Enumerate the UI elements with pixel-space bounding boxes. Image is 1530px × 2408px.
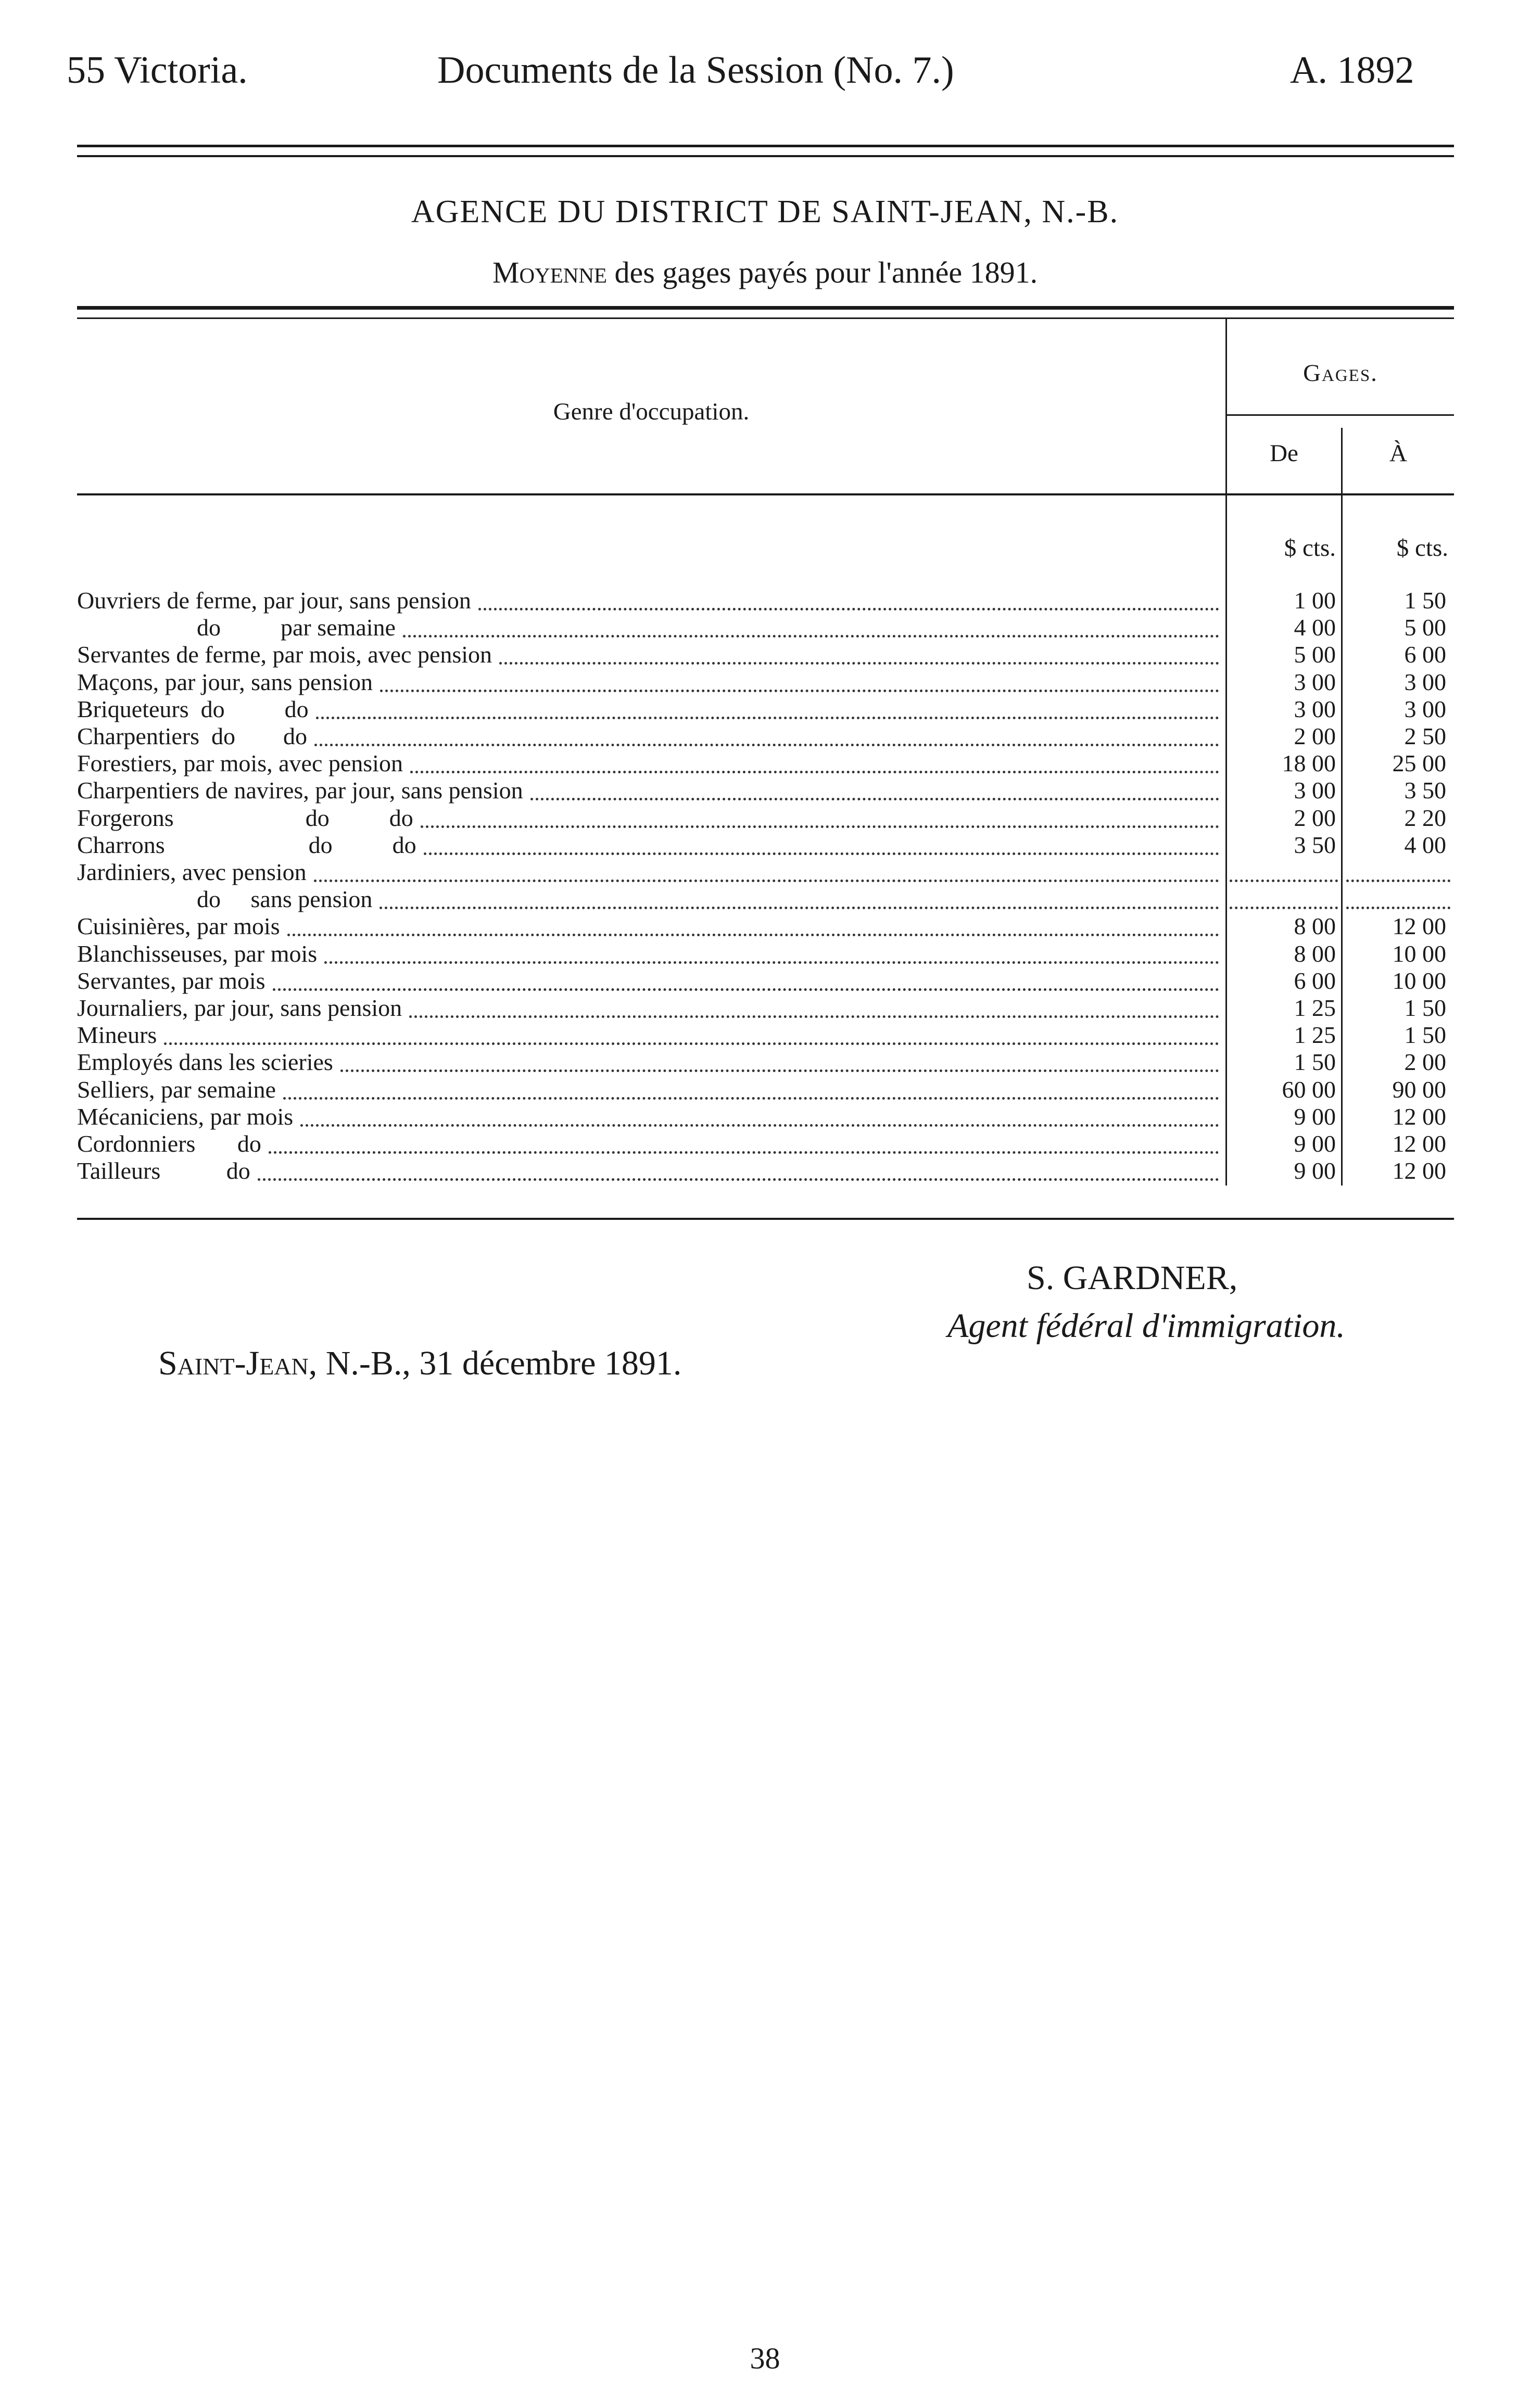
to-column-header: À xyxy=(1389,440,1407,467)
agency-title: AGENCE DU DISTRICT DE SAINT-JEAN, N.-B. xyxy=(411,194,1119,230)
subtitle-lead: Moyenne xyxy=(492,256,608,289)
dot-leader xyxy=(424,825,1219,855)
dot-leader xyxy=(314,717,1219,746)
wage-from-cell: 3 00 xyxy=(1294,777,1336,804)
occupation-cell: Blanchisseuses, par mois xyxy=(77,940,318,967)
wage-from-cell: 3 50 xyxy=(1294,832,1336,858)
wages-column-header: Gages. xyxy=(1303,360,1378,387)
dot-leader xyxy=(380,880,1219,909)
table-subtitle xyxy=(0,255,1530,290)
wages-header-rule xyxy=(1227,414,1454,416)
occupation-cell: Charpentiers do do xyxy=(77,723,308,749)
dot-leader xyxy=(316,690,1219,719)
signatory-name: S. GARDNER, xyxy=(1027,1259,1238,1297)
empty-wage-from-dots xyxy=(1230,880,1338,909)
header-series-title: Documents de la Session (No. 7.) xyxy=(437,49,954,92)
wage-to-cell: 25 00 xyxy=(1392,750,1446,776)
header-year: A. 1892 xyxy=(1290,49,1414,92)
wage-to-cell: 1 50 xyxy=(1404,1022,1446,1048)
wage-to-cell: 5 00 xyxy=(1404,614,1446,641)
from-column-header: De xyxy=(1270,440,1298,467)
header-rule-bottom xyxy=(77,155,1454,157)
wage-from-cell: 9 00 xyxy=(1294,1157,1336,1184)
dot-leader xyxy=(478,581,1219,610)
wage-from-cell: 1 50 xyxy=(1294,1049,1336,1075)
dot-leader xyxy=(300,1097,1219,1127)
dot-leader xyxy=(324,934,1219,964)
signatory-role: Agent fédéral d'immigration. xyxy=(947,1307,1345,1345)
place-date xyxy=(158,1344,681,1383)
header-rule-top xyxy=(77,145,1454,147)
wage-to-cell: 12 00 xyxy=(1392,1130,1446,1157)
wage-from-cell: 8 00 xyxy=(1294,940,1336,967)
wage-from-cell: 5 00 xyxy=(1294,641,1336,668)
dot-leader xyxy=(283,1070,1219,1100)
wage-to-cell: 12 00 xyxy=(1392,1103,1446,1130)
to-unit-label: $ cts. xyxy=(1396,534,1448,562)
dot-leader xyxy=(421,798,1219,828)
occupation-cell: Servantes de ferme, par mois, avec pension xyxy=(77,641,492,668)
occupation-cell: Cordonniers do xyxy=(77,1130,261,1157)
wage-to-cell: 12 00 xyxy=(1392,913,1446,939)
wage-from-cell: 4 00 xyxy=(1294,614,1336,641)
empty-wage-to-dots xyxy=(1346,880,1450,909)
occupation-cell: Maçons, par jour, sans pension xyxy=(77,669,373,695)
occupation-cell: Ouvriers de ferme, par jour, sans pension xyxy=(77,587,471,614)
occupation-cell: do par semaine xyxy=(197,614,396,641)
dot-leader xyxy=(164,1015,1219,1045)
subtitle-rest: des gages payés pour l'année 1891. xyxy=(614,256,1038,289)
dot-leader xyxy=(314,852,1219,882)
wage-to-cell: 2 00 xyxy=(1404,1049,1446,1075)
table-rule-bottom xyxy=(77,1218,1454,1220)
dot-leader xyxy=(258,1151,1219,1181)
wage-to-cell: 90 00 xyxy=(1392,1076,1446,1103)
table-rule-top-thick xyxy=(77,306,1454,310)
wage-from-cell: 1 00 xyxy=(1294,587,1336,614)
dot-leader xyxy=(273,961,1219,991)
occupation-cell: Forgerons do do xyxy=(77,805,413,831)
dot-leader xyxy=(409,988,1219,1018)
occupation-cell: Charpentiers de navires, par jour, sans pension xyxy=(77,777,523,804)
wage-from-cell: 9 00 xyxy=(1294,1130,1336,1157)
wage-to-cell: 2 20 xyxy=(1404,805,1446,831)
occupation-cell: Cuisinières, par mois xyxy=(77,913,280,939)
header-volume: 55 Victoria. xyxy=(67,49,248,92)
empty-wage-to-dots xyxy=(1346,852,1450,882)
occupation-cell: Briqueteurs do do xyxy=(77,696,309,722)
occupation-cell: Forestiers, par mois, avec pension xyxy=(77,750,403,776)
wage-to-cell: 2 50 xyxy=(1404,723,1446,749)
dot-leader xyxy=(287,907,1219,936)
wage-from-cell: 9 00 xyxy=(1294,1103,1336,1130)
wage-from-cell: 1 25 xyxy=(1294,1022,1336,1048)
empty-wage-from-dots xyxy=(1230,852,1338,882)
wage-from-cell: 1 25 xyxy=(1294,995,1336,1021)
occupation-cell: Employés dans les scieries xyxy=(77,1049,333,1075)
from-unit-label: $ cts. xyxy=(1284,534,1336,562)
occupation-cell: Jardiniers, avec pension xyxy=(77,859,307,885)
dot-leader xyxy=(340,1042,1219,1072)
occupation-column-header: Genre d'occupation. xyxy=(553,398,750,425)
wage-to-cell: 10 00 xyxy=(1392,967,1446,994)
place-lead: Saint-Jean xyxy=(158,1344,309,1382)
occupation-cell: Mécaniciens, par mois xyxy=(77,1103,294,1130)
wage-from-cell: 60 00 xyxy=(1282,1076,1336,1103)
occupation-cell: Tailleurs do xyxy=(77,1157,250,1184)
table-rule-top-thin xyxy=(77,317,1454,319)
wage-from-cell: 3 00 xyxy=(1294,669,1336,695)
wage-to-cell: 10 00 xyxy=(1392,940,1446,967)
table-header-rule xyxy=(77,493,1454,495)
wage-from-cell: 3 00 xyxy=(1294,696,1336,722)
wage-from-cell: 2 00 xyxy=(1294,723,1336,749)
wage-to-cell: 1 50 xyxy=(1404,995,1446,1021)
dot-leader xyxy=(530,771,1219,800)
wage-to-cell: 3 50 xyxy=(1404,777,1446,804)
wage-from-cell: 8 00 xyxy=(1294,913,1336,939)
dot-leader xyxy=(269,1124,1219,1154)
page-number: 38 xyxy=(750,2341,780,2375)
dot-leader xyxy=(499,635,1219,665)
dot-leader xyxy=(380,662,1219,692)
wage-to-cell: 6 00 xyxy=(1404,641,1446,668)
occupation-cell: do sans pension xyxy=(197,886,373,912)
place-rest: , N.-B., 31 décembre 1891. xyxy=(308,1344,682,1382)
wage-from-cell: 18 00 xyxy=(1282,750,1336,776)
wage-from-cell: 6 00 xyxy=(1294,967,1336,994)
wage-to-cell: 3 00 xyxy=(1404,696,1446,722)
table-row xyxy=(0,1157,1530,1184)
wage-to-cell: 1 50 xyxy=(1404,587,1446,614)
wage-to-cell: 3 00 xyxy=(1404,669,1446,695)
occupation-cell: Mineurs xyxy=(77,1022,157,1048)
dot-leader xyxy=(403,608,1219,638)
occupation-cell: Charrons do do xyxy=(77,832,416,858)
occupation-cell: Servantes, par mois xyxy=(77,967,265,994)
occupation-cell: Journaliers, par jour, sans pension xyxy=(77,995,402,1021)
wage-to-cell: 4 00 xyxy=(1404,832,1446,858)
dot-leader xyxy=(410,744,1219,773)
wage-to-cell: 12 00 xyxy=(1392,1157,1446,1184)
wage-from-cell: 2 00 xyxy=(1294,805,1336,831)
occupation-cell: Selliers, par semaine xyxy=(77,1076,276,1103)
